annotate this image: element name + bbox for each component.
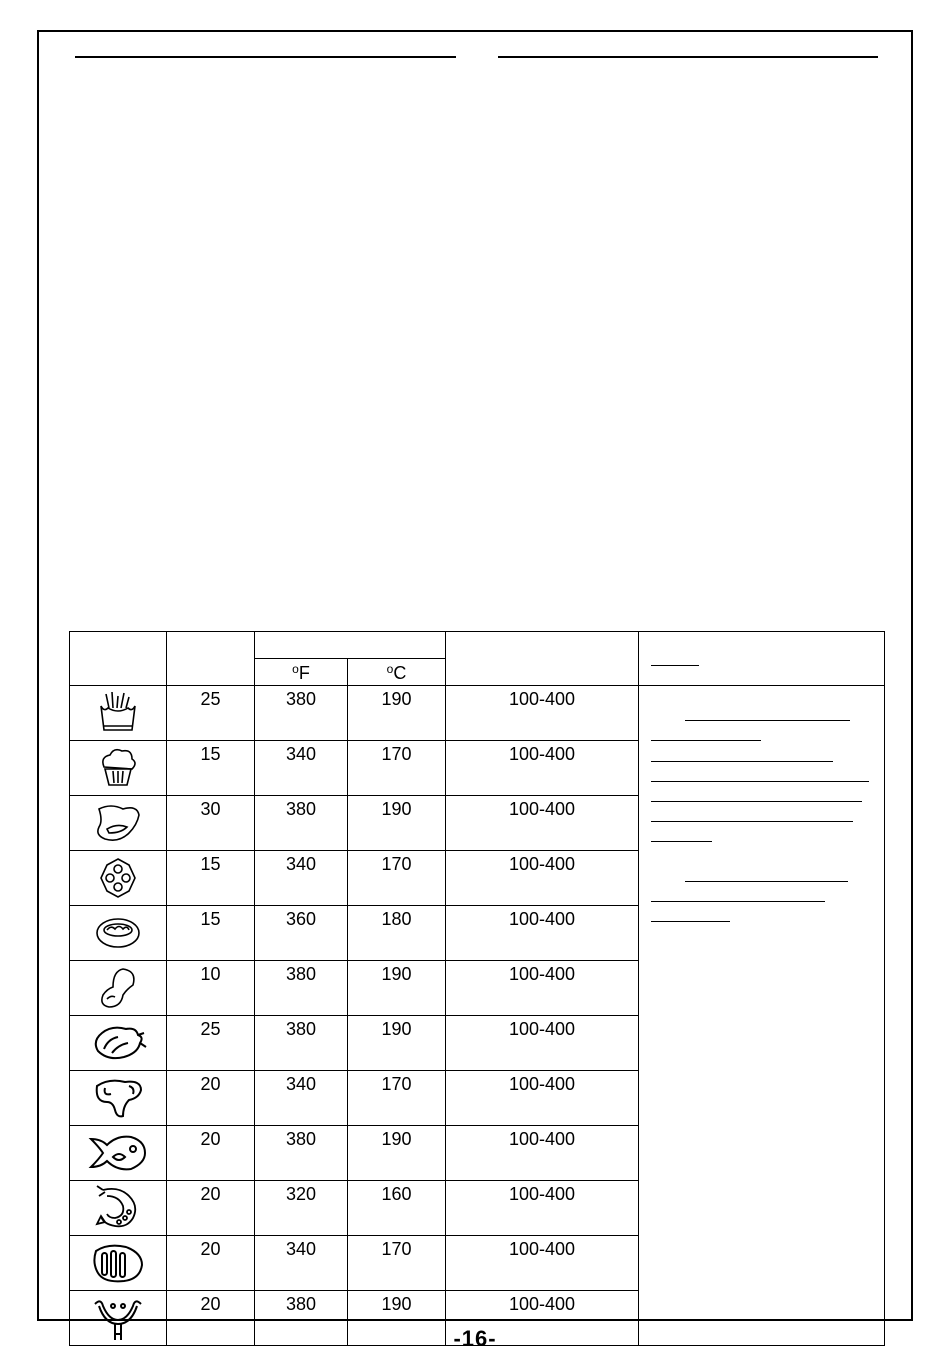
- temp-c-value: 170: [348, 1071, 446, 1126]
- range-value: 100-400: [446, 1126, 639, 1181]
- time-value: 20: [167, 1181, 255, 1236]
- food-icon-cell: [70, 1016, 167, 1071]
- bowl-icon: [93, 913, 143, 953]
- pizza-icon: [95, 855, 141, 901]
- range-value: 100-400: [446, 906, 639, 961]
- range-value: 100-400: [446, 1181, 639, 1236]
- steak-icon: [93, 801, 143, 845]
- food-icon-cell: [70, 1181, 167, 1236]
- heading-rule-right: [498, 56, 878, 58]
- time-value: 25: [167, 1016, 255, 1071]
- temp-f-value: 380: [255, 1291, 348, 1346]
- time-value: 25: [167, 686, 255, 741]
- note-rule: [651, 921, 730, 922]
- temp-c-value: 180: [348, 906, 446, 961]
- pork-icon: [89, 1076, 147, 1120]
- unit-fahrenheit: $^o$F: [255, 659, 348, 686]
- fish-icon: [87, 1131, 149, 1175]
- range-value: 100-400: [446, 796, 639, 851]
- food-icon-cell: [70, 1236, 167, 1291]
- time-value: 10: [167, 961, 255, 1016]
- shrimp-icon: [93, 1184, 143, 1232]
- food-icon-cell: [70, 1126, 167, 1181]
- temp-f-value: 340: [255, 741, 348, 796]
- page-number: -16-: [453, 1326, 497, 1351]
- table-row: [70, 686, 885, 741]
- temp-f-value: 380: [255, 1126, 348, 1181]
- range-value: 100-400: [446, 1071, 639, 1126]
- cooking-table: [69, 631, 885, 1346]
- temp-c-value: 190: [348, 686, 446, 741]
- food-icon-cell: [70, 686, 167, 741]
- temp-f-value: 340: [255, 851, 348, 906]
- temp-f-value: 380: [255, 961, 348, 1016]
- note-rule: [651, 901, 825, 902]
- food-icon-cell: [70, 1071, 167, 1126]
- time-value: 15: [167, 906, 255, 961]
- time-value: 20: [167, 1236, 255, 1291]
- temp-f-value: 340: [255, 1071, 348, 1126]
- temp-f-value: 380: [255, 796, 348, 851]
- time-value: 15: [167, 741, 255, 796]
- chicken-icon: [88, 1021, 148, 1065]
- header-time-cell: [167, 632, 255, 686]
- time-value: 20: [167, 1071, 255, 1126]
- muffin-icon: [96, 745, 140, 791]
- time-value: 20: [167, 1291, 255, 1346]
- note-rule: [651, 841, 712, 842]
- range-value: 100-400: [446, 961, 639, 1016]
- range-value: 100-400: [446, 686, 639, 741]
- temp-f-value: 360: [255, 906, 348, 961]
- temp-c-value: 190: [348, 1016, 446, 1071]
- food-icon-cell: [70, 906, 167, 961]
- header-range-cell: [446, 632, 639, 686]
- note-rule: [651, 740, 761, 741]
- unit-celsius: $^o$C: [348, 659, 446, 686]
- temp-f-value: 380: [255, 686, 348, 741]
- notes-cell: [639, 686, 885, 1346]
- time-value: 30: [167, 796, 255, 851]
- food-icon-cell: [70, 851, 167, 906]
- food-icon-cell: [70, 796, 167, 851]
- ribs-icon: [90, 1241, 146, 1285]
- time-value: 15: [167, 851, 255, 906]
- note-rule: [685, 720, 850, 721]
- header-note-underline: [651, 665, 699, 666]
- temp-c-value: 170: [348, 851, 446, 906]
- temp-f-value: 380: [255, 1016, 348, 1071]
- temp-c-value: 190: [348, 1126, 446, 1181]
- note-rule: [651, 801, 862, 802]
- note-rule: [651, 781, 869, 782]
- header-notes-cell: [639, 632, 885, 686]
- header-food-cell: [70, 632, 167, 686]
- heading-rule-left: [75, 56, 456, 58]
- food-icon-cell: [70, 741, 167, 796]
- fries-icon: [96, 690, 140, 736]
- temp-c-value: 190: [348, 796, 446, 851]
- temp-c-value: 170: [348, 1236, 446, 1291]
- temp-f-value: 320: [255, 1181, 348, 1236]
- range-value: 100-400: [446, 851, 639, 906]
- range-value: 100-400: [446, 1016, 639, 1071]
- note-rule: [651, 761, 833, 762]
- note-rule: [651, 821, 853, 822]
- temp-c-value: 170: [348, 741, 446, 796]
- range-value: 100-400: [446, 1291, 639, 1346]
- header-temperature-cell: [255, 632, 446, 659]
- temp-c-value: 160: [348, 1181, 446, 1236]
- temp-c-value: 190: [348, 1291, 446, 1346]
- peanut-icon: [95, 965, 141, 1011]
- range-value: 100-400: [446, 1236, 639, 1291]
- range-value: 100-400: [446, 741, 639, 796]
- note-rule: [685, 881, 848, 882]
- temp-c-value: 190: [348, 961, 446, 1016]
- food-icon-cell: [70, 961, 167, 1016]
- time-value: 20: [167, 1126, 255, 1181]
- temp-f-value: 340: [255, 1236, 348, 1291]
